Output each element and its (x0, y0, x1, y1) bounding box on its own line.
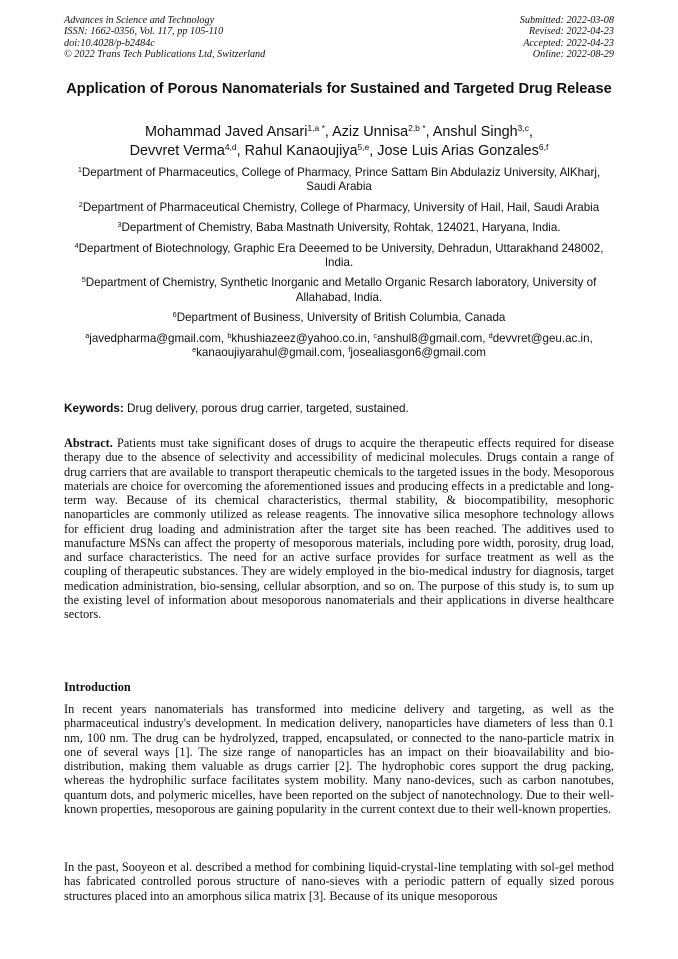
author-emails (62, 332, 616, 361)
issn-volume: ISSN: 1662-0356, Vol. 117, pp 105-110 (64, 26, 224, 38)
author: Aziz Unnisa$^{2,b *}$, (332, 123, 433, 140)
author: Mohammad Javed Ansari$^{1,a *}$, (145, 123, 333, 140)
revised-date: Revised: 2022-04-23 (528, 26, 614, 38)
keywords-text: Drug delivery, porous drug carrier, targeted, sustained. (127, 402, 409, 415)
author: Jose Luis Arias Gonzales$^{6,f}$ (377, 141, 549, 159)
introduction-paragraph-2: In the past, Sooyeon et al. described a method for combining liquid-crystal-line templating with sol-gel method has fabricated controlled porous structure of nano-sieves with a periodic pattern of equally sized porous structures placed into an amorphous silica matrix [3]. Because of its unique mesoporous (64, 860, 614, 903)
author: Anshul Singh$^{3,c}$, (432, 123, 533, 140)
affiliation: $^1$Department of Pharmaceutics, College of Pharmacy, Prince Sattam Bin Abdulaziz University, AlKharj, Saudi Arabia (77, 165, 601, 194)
affiliations (62, 166, 616, 360)
copyright: © 2022 Trans Tech Publications Ltd, Switzerland (64, 49, 266, 61)
journal-name: Advances in Science and Technology (64, 15, 215, 26)
affiliation: $^2$Department of Pharmaceutical Chemistry, College of Pharmacy, University of Hail, Hail, Saudi Arabia (78, 199, 600, 214)
abstract-label: Abstract. (64, 436, 113, 450)
email-link[interactable]: $^d$devvret@geu.ac.in, (488, 330, 593, 345)
keywords (64, 402, 616, 416)
author: Devvret Verma$^{4,d}$, (129, 141, 245, 159)
abstract-text: Patients must take significant doses of drugs to acquire the therapeutic effects required for disease therapy due to the absence of selectivity and accessibility of medicinal molecules. Drugs contain a range of drug carriers that are available to transport therapeutic chemicals to the targeted issues in the body. Mesoporous materials are choice for overcoming the aforementioned issues and producing effects in a predictable and long-term way. Because of its chemical characteristics, thermal stability, & biocompatibility, mesophoric nanoparticles are commonly utilized as release reagents. The innovative silica mesophore technology allows for efficient drug loading and administration after the target site has been reached. The additives used to manufacture MSNs can affect the property of mesoporous materials, including pore width, porosity, drug load, and surface characteristics. The need for an active surface provides for surface treatment as well as the coupling of therapeutic substances. They are widely employed in the bio-medical industry for diagnosis, target medication administration, bio-sensing, cellular absorption, and so on. The purpose of this study is, to sum up the existing level of information about mesoporous nanomaterials and their applications in diverse healthcare sectors. (64, 436, 614, 621)
author-list (60, 123, 618, 160)
paper-title: Application of Porous Nanomaterials for Sustained and Targeted Drug Release (66, 81, 612, 97)
journal-header-right (520, 15, 614, 61)
introduction-heading: Introduction (64, 680, 131, 694)
email-link[interactable]: $^c$anshul8@gmail.com, (373, 330, 489, 345)
affiliation: $^5$Department of Chemistry, Synthetic Inorganic and Metallo Organic Resarch laboratory, University of Allahabad, India. (81, 275, 597, 304)
keywords-label: Keywords: (64, 402, 124, 415)
affiliation: $^6$Department of Business, University of British Columbia, Canada (172, 310, 506, 325)
abstract (64, 436, 614, 621)
journal-header-left (64, 15, 265, 61)
doi: doi:10.4028/p-b2484c (64, 37, 155, 49)
email-link[interactable]: $^e$kanaoujiyarahul@gmail.com, (192, 345, 349, 360)
affiliation: $^4$Department of Biotechnology, Graphic Era Deeemed to be University, Dehradun, Uttarakhand 248002, India. (74, 240, 604, 270)
online-date: Online: 2022-08-29 (532, 49, 614, 61)
email-link[interactable]: $^b$khushiazeez@yahoo.co.in, (227, 330, 374, 345)
accepted-date: Accepted: 2022-04-23 (523, 37, 614, 49)
submitted-date: Submitted: 2022-03-08 (519, 15, 614, 26)
email-link[interactable]: $^a$javedpharma@gmail.com, (85, 330, 228, 345)
email-link[interactable]: $^f$josealiasgon6@gmail.com (348, 345, 486, 360)
introduction-paragraph-1: In recent years nanomaterials has transformed into medicine delivery and targeting, as well as the pharmaceutical industry's development. In medication delivery, nanoparticles have diameters of less than 0.1 nm, 100 nm. The drug can be hydrolyzed, trapped, encapsulated, or connected to the nano-particle matrix in one of several ways [1]. The size range of nanoparticles has an impact on their bioavailability and bio-distribution, making them valuable as drugs carrier [2]. The hydrophobic cores support the drug packing, whereas the hydrophilic surface facilitates system mobility. Many nano-devices, such as carbon nanotubes, quantum dots, and polymeric micelles, have been reported on the subject of nanotechnology. Due to their well-known properties, mesoporous are gaining popularity in the current context due to their well-known properties. (64, 702, 614, 816)
author: Rahul Kanaoujiya$^{5,e}$, (244, 141, 378, 159)
affiliation: $^3$Department of Chemistry, Baba Mastnath University, Rohtak, 124021, Haryana, India. (117, 220, 561, 235)
